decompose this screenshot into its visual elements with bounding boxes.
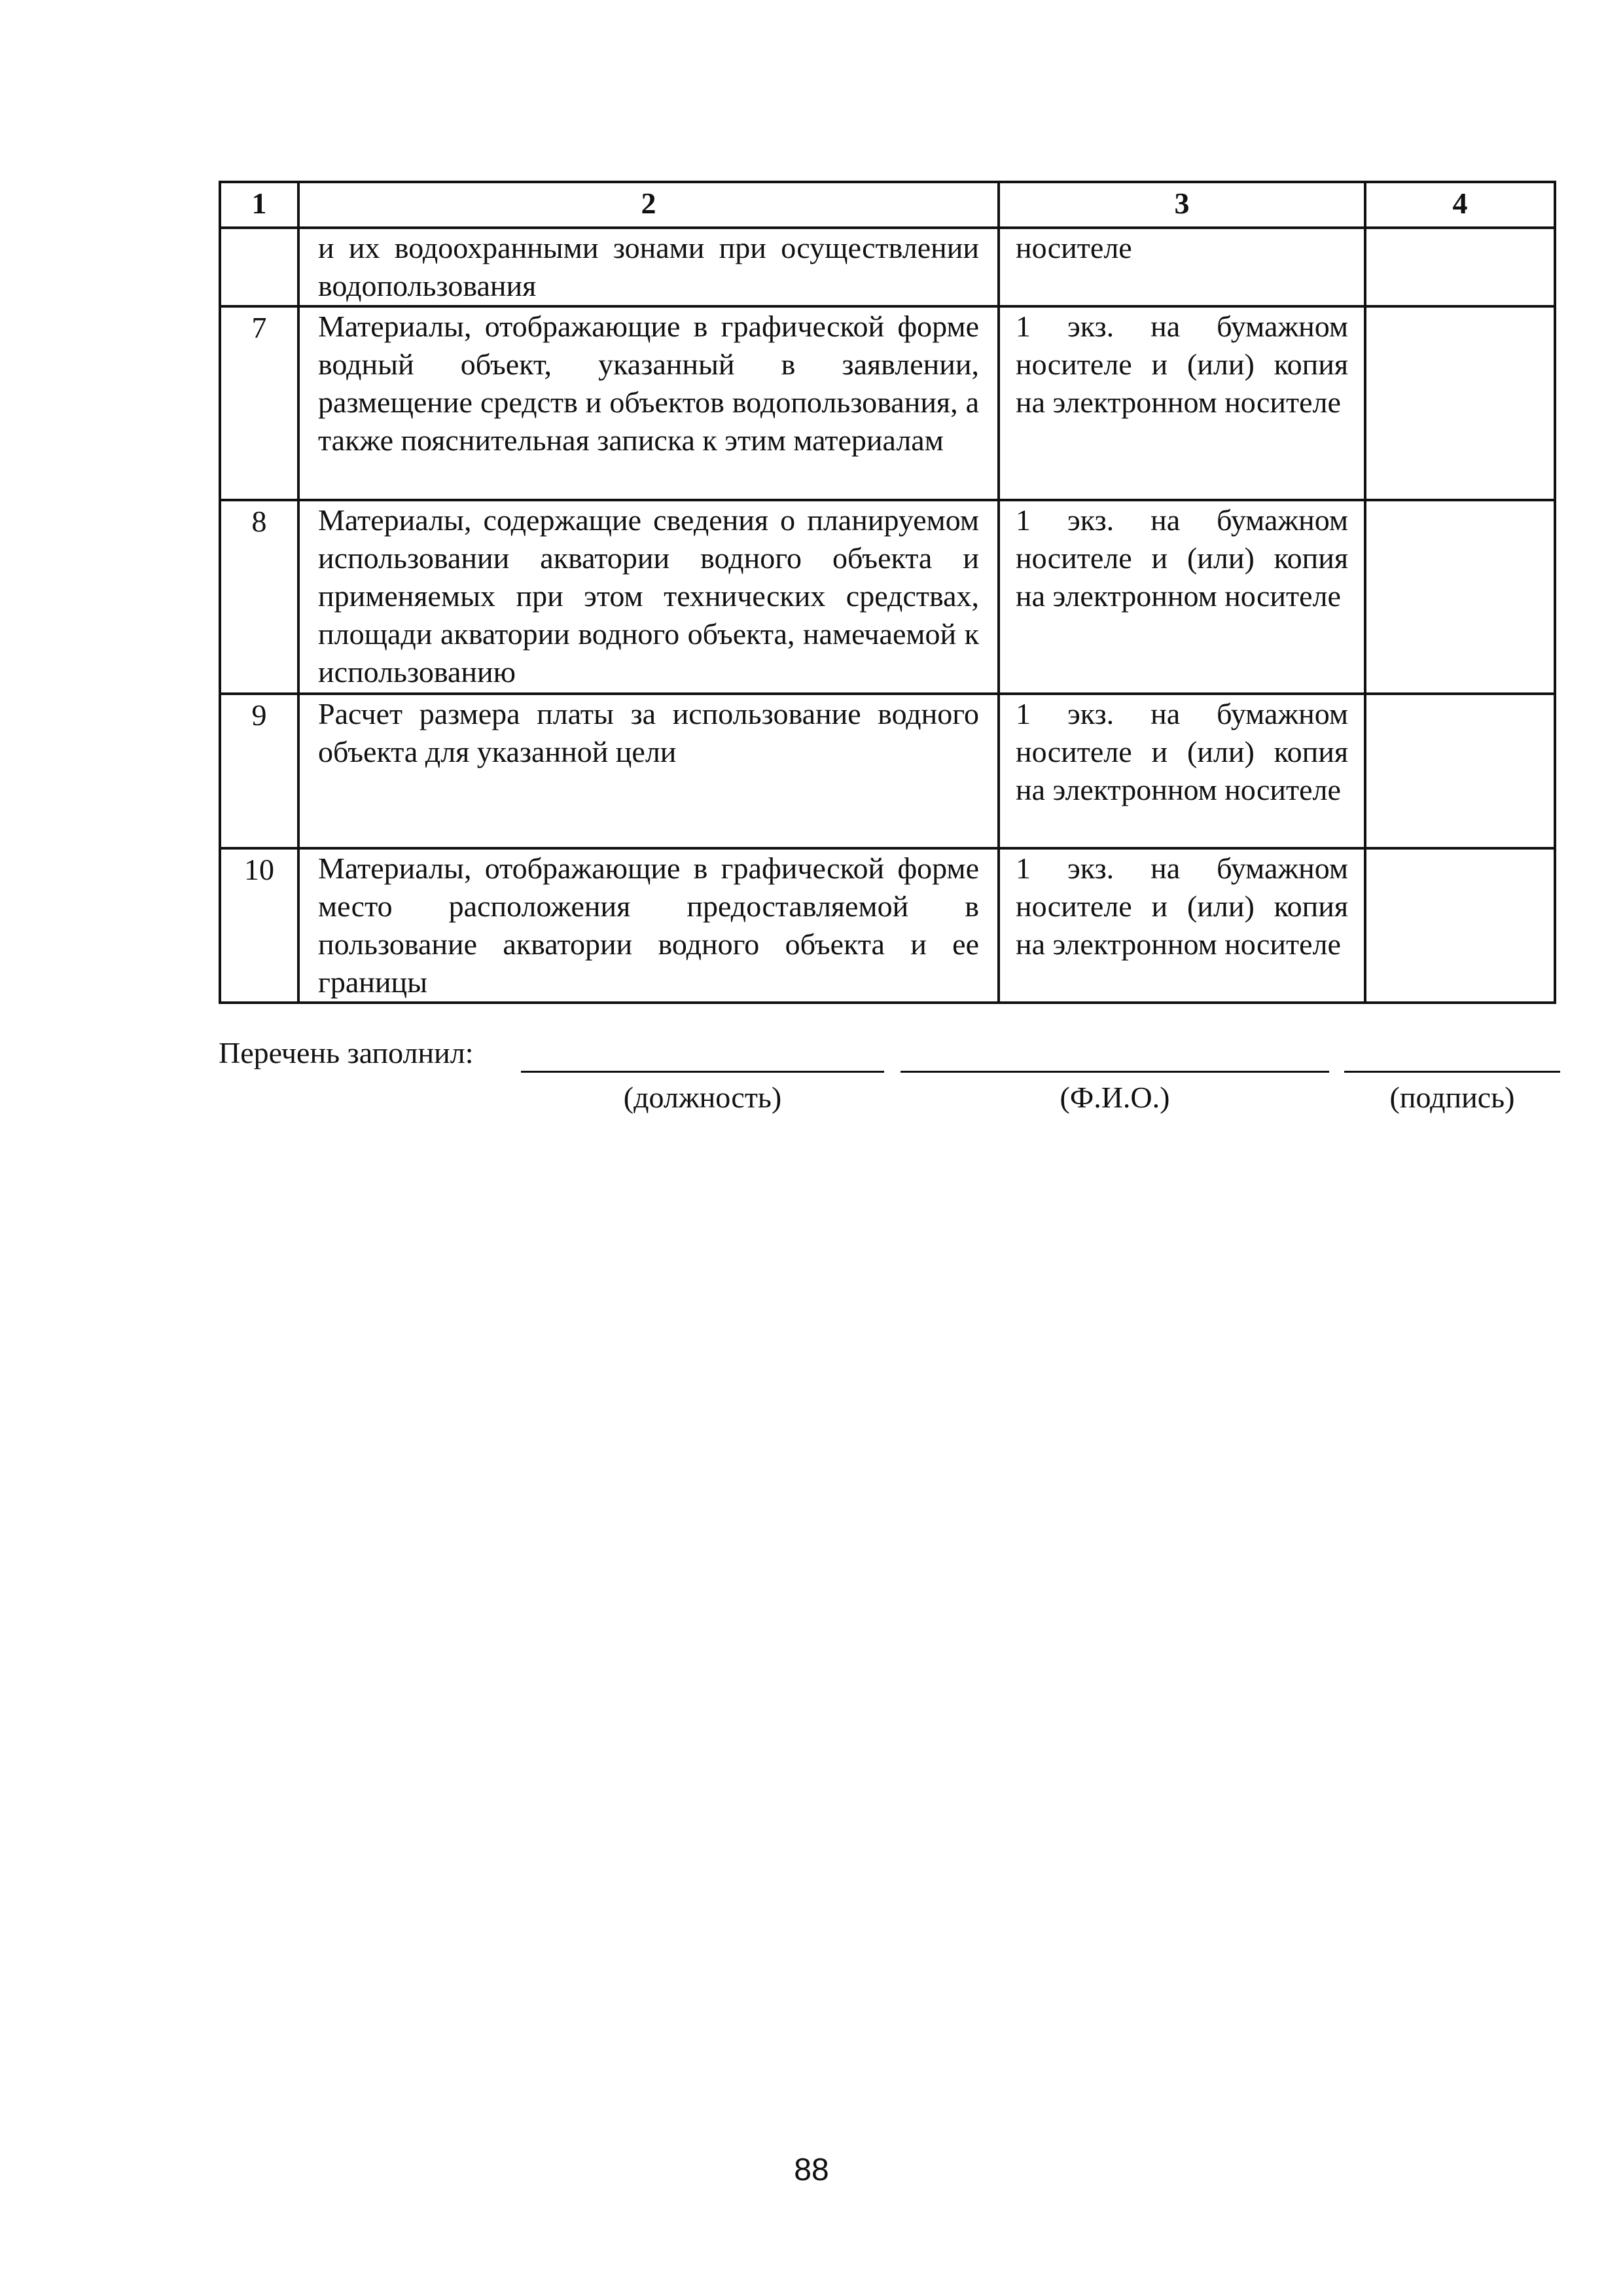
table-header-row	[220, 182, 1555, 228]
page-number: 88	[794, 2153, 829, 2187]
row-number	[220, 228, 298, 306]
row-quantity: 1 экз. на бумажном носителе и (или) копия на электронном носителе	[999, 848, 1365, 1003]
row-description: Материалы, отображающие в графической форме место расположения предоставляемой в пользование акватории водного объекта и ее границы	[298, 848, 999, 1003]
name-line	[901, 1071, 1329, 1073]
row-note	[1365, 500, 1555, 694]
header-col-1: 1	[220, 182, 298, 228]
row-note	[1365, 228, 1555, 306]
row-note	[1365, 848, 1555, 1003]
header-col-2: 2	[298, 182, 999, 228]
signature-caption: (подпись)	[1389, 1081, 1515, 1114]
row-description: Материалы, содержащие сведения о планируемом использовании акватории водного объекта и применяемых при этом технических средствах, площади акватории водного объекта, намечаемой к использованию	[298, 500, 999, 694]
row-quantity: 1 экз. на бумажном носителе и (или) копия на электронном носителе	[999, 694, 1365, 848]
name-caption: (Ф.И.О.)	[1060, 1081, 1170, 1114]
row-number: 10	[220, 848, 298, 1003]
row-number: 7	[220, 306, 298, 500]
table-row	[220, 694, 1555, 848]
signature-block	[219, 1028, 1560, 1119]
table-row	[220, 228, 1555, 306]
row-quantity: 1 экз. на бумажном носителе и (или) копия на электронном носителе	[999, 500, 1365, 694]
row-number: 9	[220, 694, 298, 848]
documents-table	[219, 181, 1556, 1004]
filled-by-label: Перечень заполнил:	[219, 1036, 474, 1069]
row-description: Расчет размера платы за использование водного объекта для указанной цели	[298, 694, 999, 848]
header-col-4: 4	[1365, 182, 1555, 228]
row-note	[1365, 306, 1555, 500]
position-line	[521, 1071, 884, 1073]
row-note	[1365, 694, 1555, 848]
row-description: Материалы, отображающие в графической форме водный объект, указанный в заявлении, размещение средств и объектов водопользования, а также пояснительная записка к этим материалам	[298, 306, 999, 500]
table-row	[220, 848, 1555, 1003]
signature-line	[1344, 1071, 1560, 1073]
header-col-3: 3	[999, 182, 1365, 228]
table-row	[220, 500, 1555, 694]
table-row	[220, 306, 1555, 500]
position-caption: (должность)	[623, 1081, 782, 1114]
row-number: 8	[220, 500, 298, 694]
row-quantity: носителе	[999, 228, 1365, 306]
row-quantity: 1 экз. на бумажном носителе и (или) копия на электронном носителе	[999, 306, 1365, 500]
row-description: и их водоохранными зонами при осуществлении водопользования	[298, 228, 999, 306]
